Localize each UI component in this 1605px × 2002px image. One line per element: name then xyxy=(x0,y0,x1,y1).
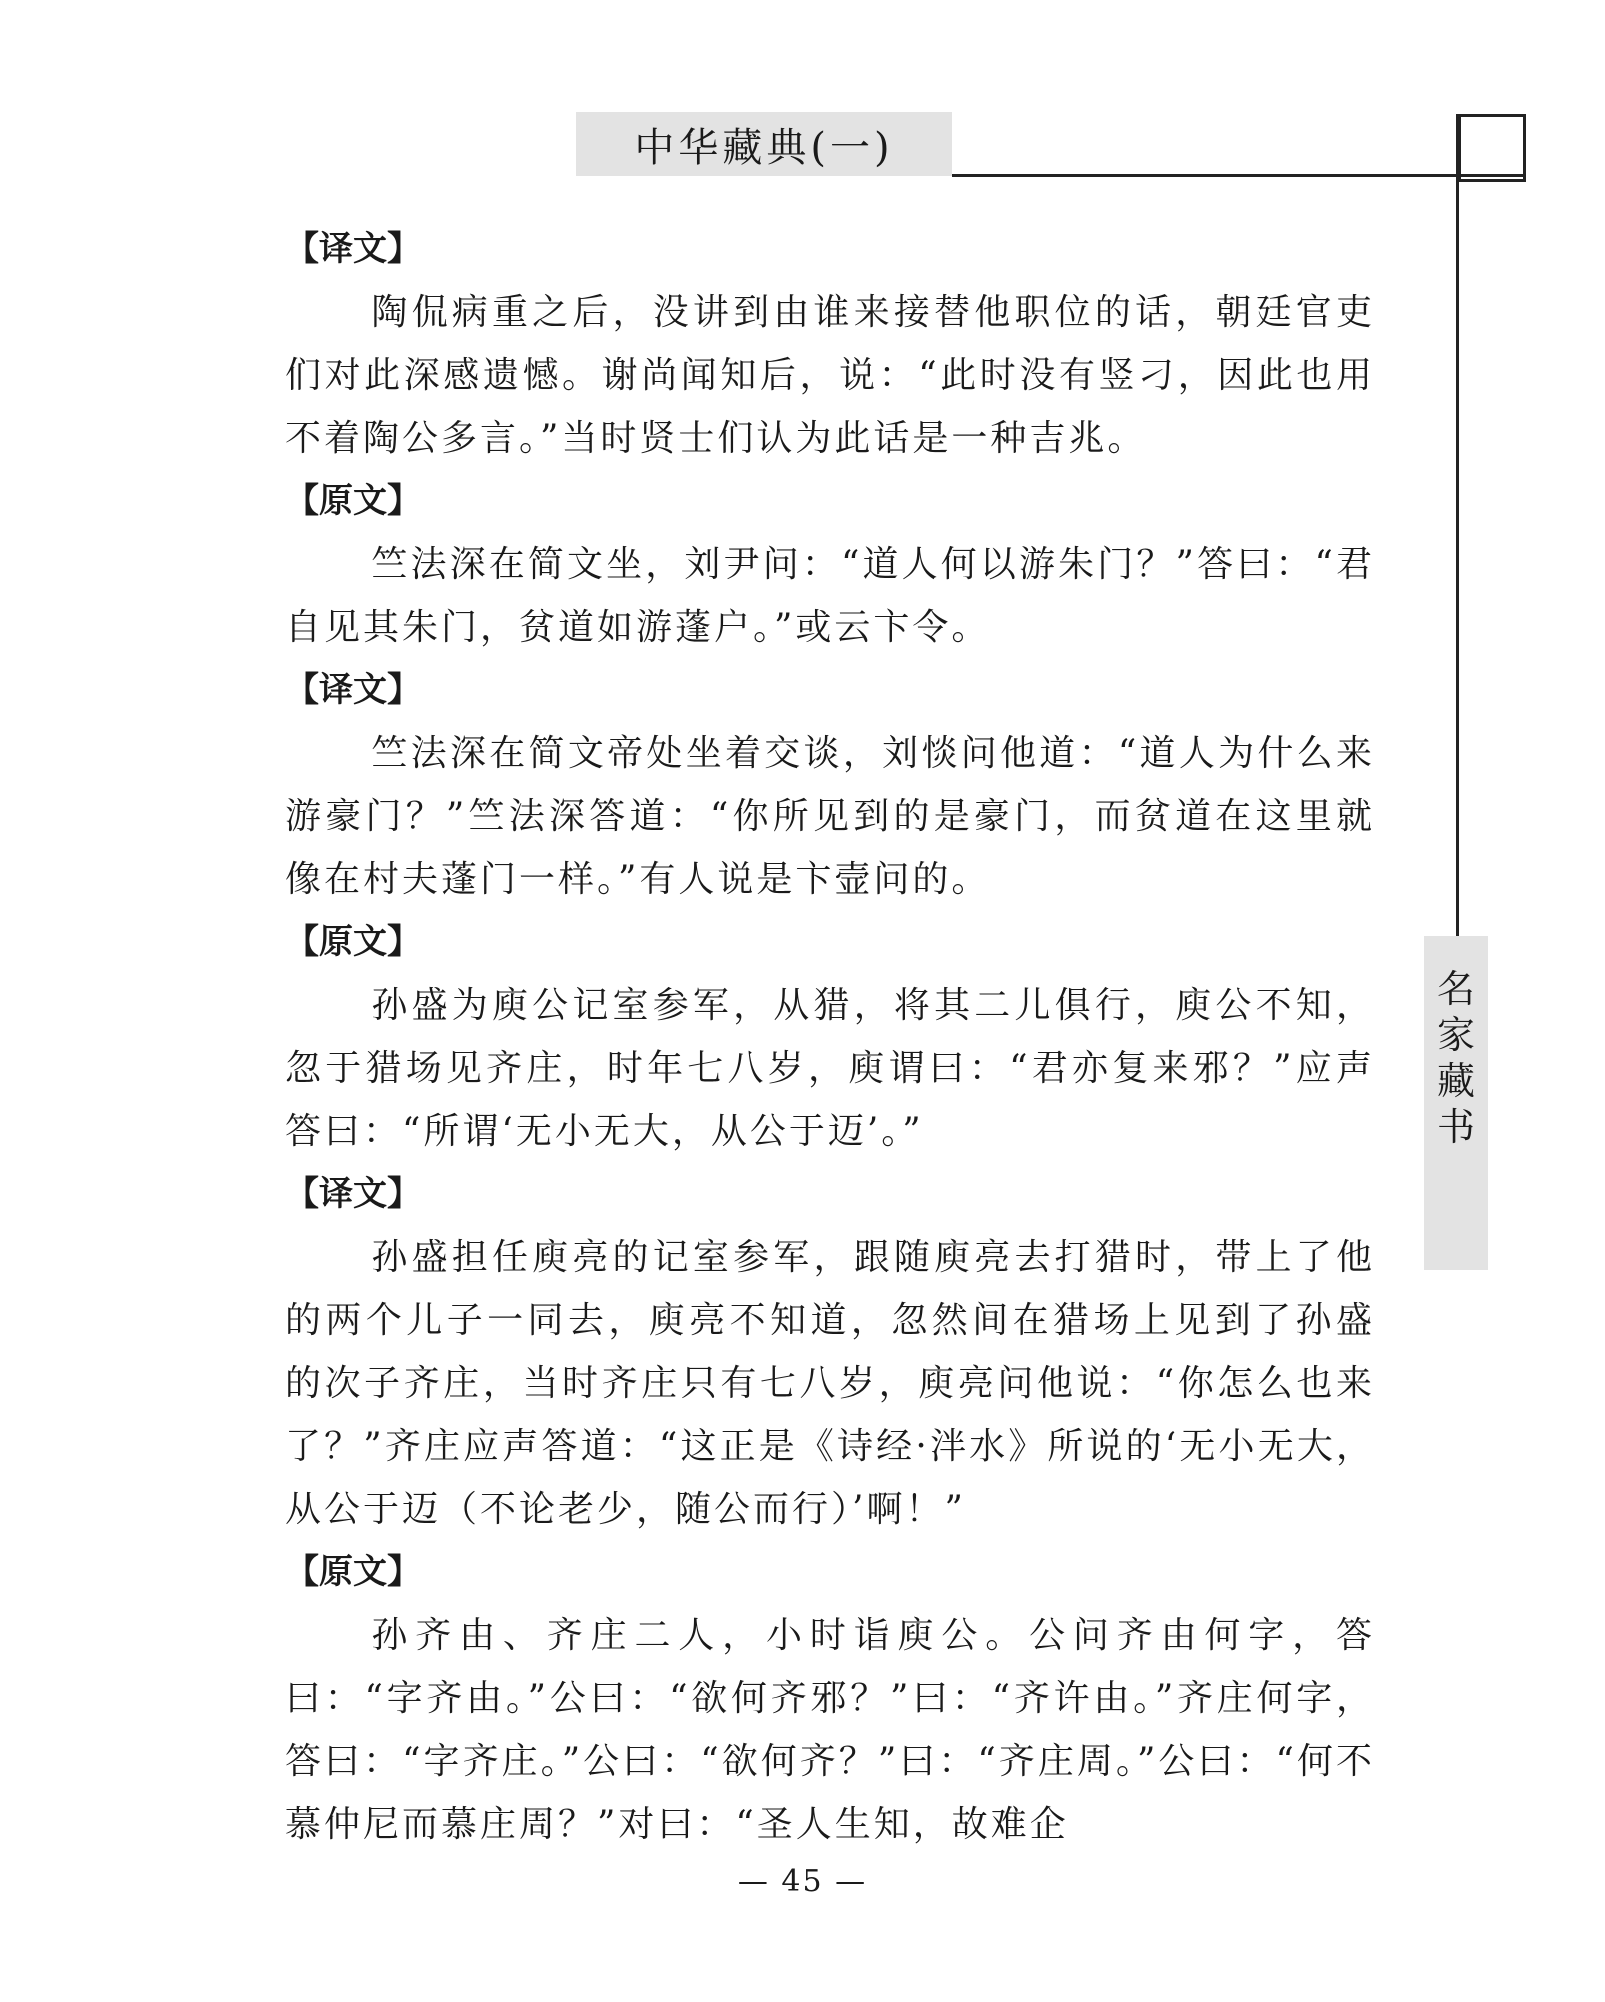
section-heading: 【译文】 xyxy=(285,1174,421,1214)
section-paragraph: 陶侃病重之后，没讲到由谁来接替他职位的话，朝廷官吏们对此深感遗憾。谢尚闻知后，说：“此时没有竖刁，因此也用不着陶公多言。”当时贤士们认为此话是一种吉兆。 xyxy=(285,292,1375,459)
section-paragraph: 竺法深在简文坐，刘尹问：“道人何以游朱门？”答曰：“君自见其朱门，贫道如游蓬户。”或云卞令。 xyxy=(285,544,1375,648)
section-paragraph: 孙盛担任庾亮的记室参军，跟随庾亮去打猎时，带上了他的两个儿子一同去，庾亮不知道，忽然间在猎场上见到了孙盛的次子齐庄，当时齐庄只有七八岁，庾亮问他说：“你怎么也来了？”齐庄应声答道：“这正是《诗经·泮水》所说的‘无小无大，从公于迈（不论老少，随公而行）’啊！” xyxy=(285,1237,1375,1530)
page-body xyxy=(285,218,1375,1856)
side-tab-char: 书 xyxy=(1436,1105,1475,1149)
side-tab-char: 名 xyxy=(1436,967,1475,1011)
section-heading: 【原文】 xyxy=(285,481,421,521)
running-header-title: 中华藏典(一) xyxy=(576,112,952,176)
side-tab-label xyxy=(1424,936,1488,1270)
section-heading: 【译文】 xyxy=(285,670,421,710)
section-paragraph: 孙齐由、齐庄二人，小时诣庾公。公问齐由何字，答曰：“字齐由。”公曰：“欲何齐邪？”曰：“齐许由。”齐庄何字，答曰：“字齐庄。”公曰：“欲何齐？”曰：“齐庄周。”公曰：“何不慕仲尼而慕庄周？”对曰：“圣人生知，故难企 xyxy=(285,1615,1375,1845)
side-rule xyxy=(1456,114,1459,936)
section-heading: 【原文】 xyxy=(285,922,421,962)
page-number: — 45 — xyxy=(737,1864,868,1899)
section-heading: 【译文】 xyxy=(285,229,421,269)
header-rule xyxy=(952,174,1524,177)
side-tab-char: 藏 xyxy=(1436,1059,1475,1103)
side-tab-char: 家 xyxy=(1436,1013,1475,1057)
section-heading: 【原文】 xyxy=(285,1552,421,1592)
section-paragraph: 孙盛为庾公记室参军，从猎，将其二儿俱行，庾公不知，忽于猎场见齐庄，时年七八岁，庾谓曰：“君亦复来邪？”应声答曰：“所谓‘无小无大，从公于迈’。” xyxy=(285,985,1375,1152)
section-paragraph: 竺法深在简文帝处坐着交谈，刘惔问他道：“道人为什么来游豪门？”竺法深答道：“你所见到的是豪门，而贫道在这里就像在村夫蓬门一样。”有人说是卞壸问的。 xyxy=(285,733,1375,900)
corner-box-ornament xyxy=(1458,114,1526,182)
